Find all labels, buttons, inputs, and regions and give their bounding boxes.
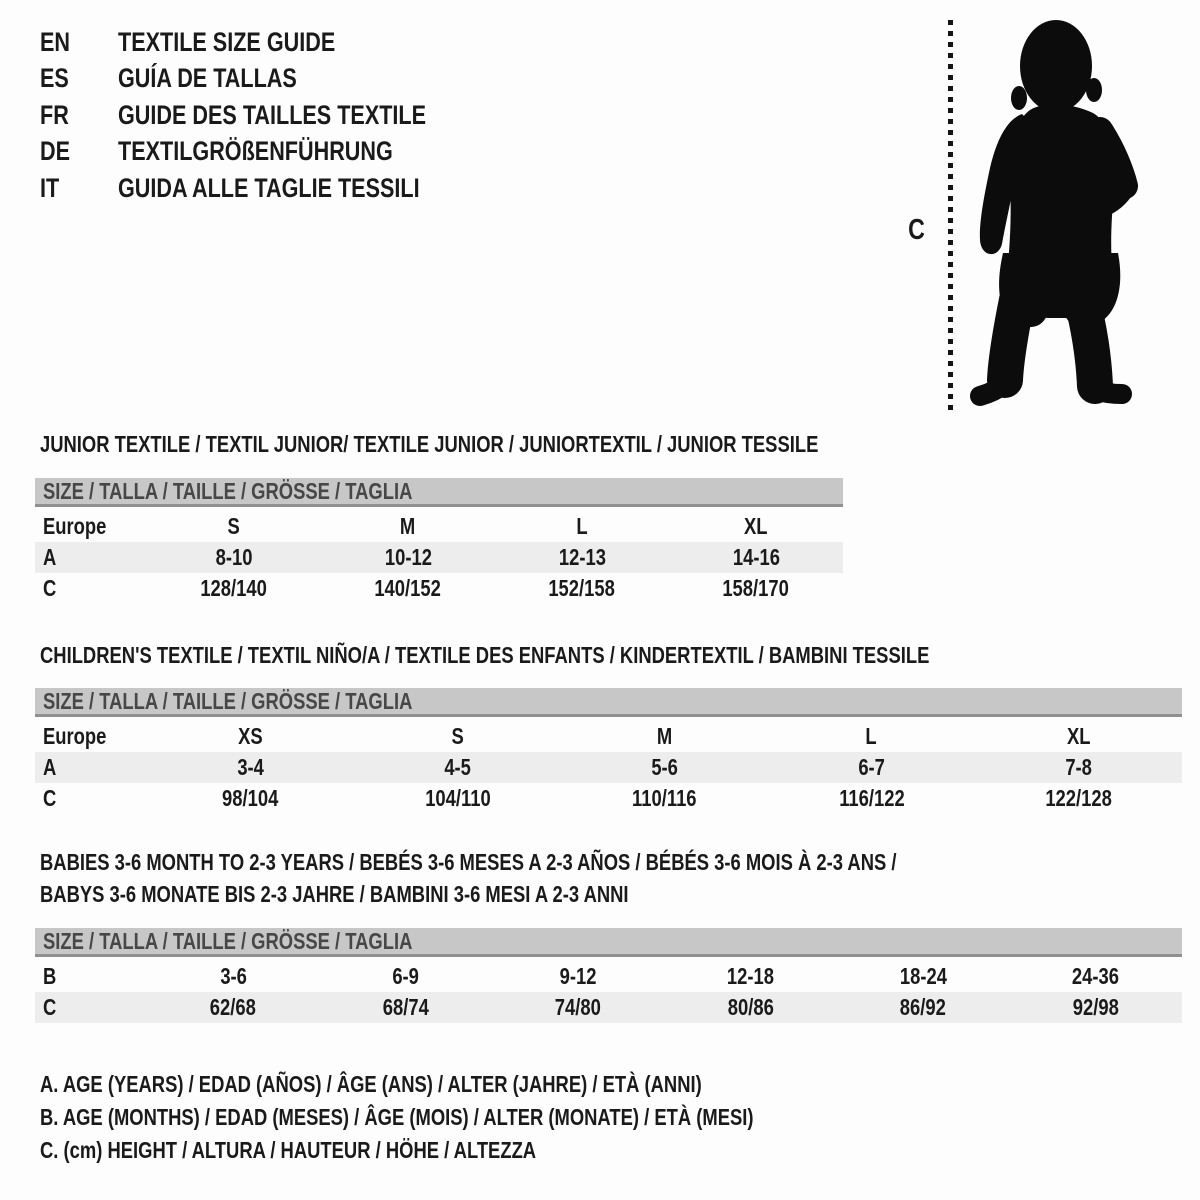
row-label (35, 754, 147, 781)
babies-title-line1-text: BABIES 3-6 MONTH TO 2-3 YEARS / BEBÉS 3-6 MESES A 2-3 AÑOS / BÉBÉS 3-6 MOIS À 2-3 ANS / (40, 849, 897, 875)
babies-size-table (35, 928, 1182, 1023)
children-row-height (35, 783, 1182, 814)
babies-row-months (35, 961, 1182, 992)
language-code (40, 100, 118, 131)
value-cell (975, 785, 1182, 812)
language-title: GUIDE DES TAILLES TEXTILE (118, 99, 427, 130)
language-code (40, 173, 118, 204)
value-cell-text: 110/116 (632, 785, 697, 811)
size-cell-text: L (576, 513, 588, 539)
size-cell (354, 723, 561, 750)
value-cell (495, 544, 669, 571)
size-cell (147, 723, 354, 750)
size-cell (975, 723, 1182, 750)
language-code-text: ES (40, 63, 69, 94)
language-row-it (40, 170, 503, 207)
babies-size-header-bar (35, 928, 1182, 957)
row-label-text: C (43, 994, 57, 1020)
value-cell-text: 158/170 (722, 575, 790, 601)
babies-section-title-line2 (40, 878, 1111, 910)
row-label (35, 544, 147, 571)
language-row-fr (40, 97, 503, 134)
value-cell-text: 80/86 (727, 994, 774, 1020)
note-height-cm (40, 1134, 932, 1167)
value-cell-text: 68/74 (382, 994, 429, 1020)
value-cell (321, 575, 495, 602)
row-label-text: A (43, 544, 57, 570)
value-cell (354, 754, 561, 781)
value-cell (665, 994, 838, 1021)
value-cell-text: 12-18 (727, 963, 775, 989)
children-size-table (35, 688, 1182, 814)
language-code-text: FR (40, 99, 69, 130)
value-cell-text: 4-5 (444, 754, 471, 780)
note-height-cm-text: C. (cm) HEIGHT / ALTURA / HAUTEUR / HÖHE / ALTEZZA (40, 1137, 537, 1163)
value-cell-text: 116/122 (838, 785, 905, 811)
language-title: TEXTILGRÖßENFÜHRUNG (118, 136, 393, 167)
value-cell-text: 9-12 (559, 963, 597, 989)
junior-size-header-bar (35, 478, 843, 507)
value-cell-text: 62/68 (210, 994, 257, 1020)
row-label (35, 723, 147, 750)
language-code (40, 27, 118, 58)
language-code (40, 136, 118, 167)
value-cell-text: 7-8 (1065, 754, 1092, 780)
row-label-text: A (43, 754, 57, 780)
value-cell-text: 12-13 (558, 544, 606, 570)
language-code-text: IT (40, 172, 60, 203)
value-cell-text: 122/128 (1045, 785, 1112, 811)
value-cell (147, 785, 354, 812)
size-header-text: SIZE / TALLA / TAILLE / GRÖSSE / TAGLIA (43, 477, 413, 504)
junior-row-age (35, 542, 843, 573)
value-cell (669, 544, 843, 571)
size-cell (669, 513, 843, 540)
value-cell-text: 98/104 (222, 785, 279, 811)
language-code-text: DE (40, 136, 71, 167)
size-cell-text: M (656, 723, 673, 749)
value-cell-text: 14-16 (732, 544, 780, 570)
size-cell-text: XL (1066, 723, 1091, 749)
children-size-header-bar (35, 688, 1182, 717)
value-cell (354, 785, 561, 812)
size-cell (321, 513, 495, 540)
value-cell-text: 140/152 (374, 575, 442, 601)
junior-section-title-text: JUNIOR TEXTILE / TEXTIL JUNIOR/ TEXTILE JUNIOR / JUNIORTEXTIL / JUNIOR TESSILE (40, 431, 819, 457)
size-header-text: SIZE / TALLA / TAILLE / GRÖSSE / TAGLIA (43, 927, 413, 954)
language-header (40, 24, 503, 207)
value-cell (1010, 963, 1183, 990)
height-dashed-line (948, 20, 953, 416)
size-cell-text: XL (744, 513, 768, 539)
value-cell (975, 754, 1182, 781)
value-cell-text: 74/80 (555, 994, 602, 1020)
value-cell-text: 24-36 (1072, 963, 1120, 989)
babies-title-line2-text: BABYS 3-6 MONATE BIS 2-3 JAHRE / BAMBINI 3-6 MESI A 2-3 ANNI (40, 881, 629, 907)
value-cell (665, 963, 838, 990)
language-title: GUÍA DE TALLAS (118, 63, 297, 94)
value-cell (147, 994, 320, 1021)
row-label (35, 575, 147, 602)
children-section-title-text: CHILDREN'S TEXTILE / TEXTIL NIÑO/A / TEXTILE DES ENFANTS / KINDERTEXTIL / BAMBINI TESSILE (40, 642, 930, 668)
row-label (35, 785, 147, 812)
junior-row-europe (35, 511, 843, 542)
row-label-text: C (43, 575, 57, 601)
value-cell-text: 92/98 (1072, 994, 1119, 1020)
size-cell (147, 513, 321, 540)
babies-section-title (40, 846, 1111, 910)
row-label (35, 994, 147, 1021)
row-label (35, 513, 147, 540)
language-title: TEXTILE SIZE GUIDE (118, 26, 336, 57)
legend-notes (40, 1068, 932, 1167)
babies-section-title-line1 (40, 846, 1111, 878)
value-cell (837, 994, 1010, 1021)
value-cell (561, 754, 768, 781)
value-cell-text: 3-6 (219, 963, 247, 989)
value-cell (492, 994, 665, 1021)
height-measure-label-text: C (908, 214, 925, 246)
value-cell-text: 8-10 (215, 544, 253, 570)
value-cell (837, 963, 1010, 990)
value-cell (147, 575, 321, 602)
row-label-text: Europe (43, 723, 107, 749)
language-code-text: EN (40, 26, 71, 57)
value-cell (561, 785, 768, 812)
value-cell-text: 128/140 (200, 575, 268, 601)
size-cell (768, 723, 975, 750)
value-cell (147, 544, 321, 571)
value-cell (320, 994, 493, 1021)
height-measure-label (906, 214, 927, 247)
children-row-age (35, 752, 1182, 783)
row-label-text: B (43, 963, 57, 989)
size-cell-text: S (451, 723, 464, 749)
baby-silhouette-icon (960, 18, 1138, 418)
junior-section-title (40, 428, 1013, 460)
value-cell (147, 754, 354, 781)
row-label (35, 963, 147, 990)
value-cell-text: 5-6 (651, 754, 678, 780)
row-label-text: C (43, 785, 57, 811)
language-title: GUIDA ALLE TAGLIE TESSILI (118, 172, 420, 203)
junior-size-table (35, 478, 843, 604)
value-cell (768, 785, 975, 812)
value-cell-text: 86/92 (900, 994, 947, 1020)
value-cell-text: 3-4 (237, 754, 264, 780)
value-cell-text: 6-7 (858, 754, 885, 780)
note-age-years-text: A. AGE (YEARS) / EDAD (AÑOS) / ÂGE (ANS) / ALTER (JAHRE) / ETÀ (ANNI) (40, 1071, 702, 1097)
value-cell (321, 544, 495, 571)
value-cell (492, 963, 665, 990)
language-code (40, 63, 118, 94)
value-cell (669, 575, 843, 602)
children-section-title (40, 639, 1152, 671)
junior-row-height (35, 573, 843, 604)
size-cell (495, 513, 669, 540)
size-cell-text: S (227, 513, 241, 539)
language-row-de (40, 134, 503, 171)
language-row-es (40, 61, 503, 98)
size-cell (561, 723, 768, 750)
value-cell-text: 18-24 (899, 963, 947, 989)
size-cell-text: L (865, 723, 878, 749)
size-cell-text: M (400, 513, 416, 539)
children-row-europe (35, 721, 1182, 752)
value-cell (320, 963, 493, 990)
note-age-years (40, 1068, 932, 1101)
value-cell-text: 10-12 (384, 544, 432, 570)
babies-row-height (35, 992, 1182, 1023)
value-cell-text: 6-9 (392, 963, 420, 989)
note-age-months (40, 1101, 932, 1134)
note-age-months-text: B. AGE (MONTHS) / EDAD (MESES) / ÂGE (MOIS) / ALTER (MONATE) / ETÀ (MESI) (40, 1104, 754, 1130)
row-label-text: Europe (43, 513, 107, 539)
size-header-text: SIZE / TALLA / TAILLE / GRÖSSE / TAGLIA (43, 687, 413, 714)
language-row-en (40, 24, 503, 61)
value-cell-text: 152/158 (548, 575, 616, 601)
size-cell-text: XS (238, 723, 263, 749)
value-cell (495, 575, 669, 602)
value-cell (768, 754, 975, 781)
value-cell (1010, 994, 1183, 1021)
value-cell (147, 963, 320, 990)
value-cell-text: 104/110 (424, 785, 491, 811)
